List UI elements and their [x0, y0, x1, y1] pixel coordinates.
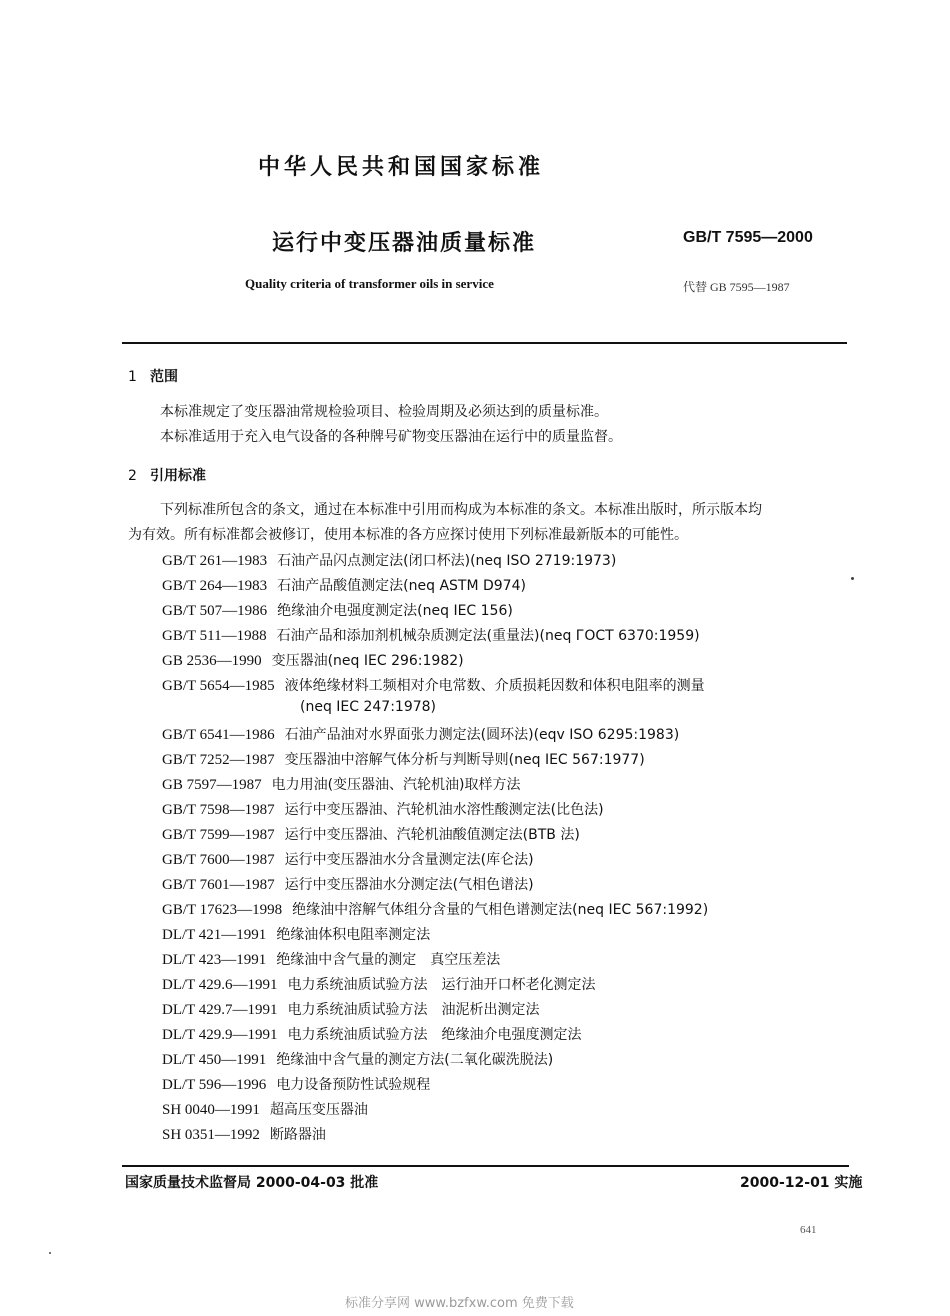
reference-item	[162, 874, 534, 894]
reference-item	[162, 675, 705, 695]
page-number: 641	[800, 1224, 817, 1236]
reference-title: 绝缘油中溶解气体组分含量的气相色谱测定法(neq IEC 567:1992)	[292, 902, 709, 918]
standard-title: 运行中变压器油质量标准	[272, 231, 537, 256]
watermark: 标准分享网 www.bzfxw.com 免费下载	[345, 1296, 574, 1311]
section-1-paragraph-2: 本标准适用于充入电气设备的各种牌号矿物变压器油在运行中的质量监督。	[160, 429, 622, 445]
section-number: 2	[128, 468, 137, 484]
reference-code: GB/T 5654—1985	[162, 678, 275, 694]
reference-code: GB 7597—1987	[162, 777, 262, 793]
reference-item	[162, 824, 580, 844]
reference-title: 运行中变压器油水分测定法(气相色谱法)	[284, 877, 534, 893]
reference-code: GB/T 7601—1987	[162, 877, 275, 893]
reference-title: 液体绝缘材料工频相对介电常数、介质损耗因数和体积电阻率的测量	[284, 678, 705, 694]
standard-number: GB/T 7595—2000	[683, 229, 813, 246]
section-2-intro-line-1: 下列标准所包含的条文，通过在本标准中引用而构成为本标准的条文。本标准出版时，所示版本均	[160, 502, 762, 518]
reference-item	[162, 1099, 368, 1119]
reference-item	[162, 774, 521, 794]
reference-title: 石油产品油对水界面张力测定法(圆环法)(eqv ISO 6295:1983)	[284, 727, 680, 743]
reference-item	[162, 1024, 582, 1044]
reference-item	[162, 924, 430, 944]
header-divider	[122, 342, 847, 344]
reference-item	[162, 849, 534, 869]
reference-code: DL/T 421—1991	[162, 927, 267, 943]
reference-code: DL/T 429.6—1991	[162, 977, 278, 993]
reference-title: 石油产品酸值测定法(neq ASTM D974)	[277, 578, 526, 594]
reference-title: 电力系统油质试验方法 运行油开口杯老化测定法	[287, 977, 596, 993]
footer-divider	[122, 1165, 849, 1167]
reference-code: DL/T 429.9—1991	[162, 1027, 278, 1043]
reference-title: (neq IEC 247:1978)	[300, 699, 437, 715]
reference-item	[162, 974, 596, 994]
reference-item	[162, 749, 645, 769]
reference-item	[162, 650, 464, 670]
section-1-paragraph-1: 本标准规定了变压器油常规检验项目、检验周期及必须达到的质量标准。	[160, 404, 608, 420]
issuing-org-title: 中华人民共和国国家标准	[258, 155, 545, 180]
reference-item	[162, 625, 700, 645]
reference-code: GB/T 7252—1987	[162, 752, 275, 768]
section-number: 1	[128, 369, 137, 385]
reference-title: 石油产品和添加剂机械杂质测定法(重量法)(neq ГОСТ 6370:1959)	[276, 628, 700, 644]
scan-speck	[49, 1252, 51, 1254]
effective-date: 2000-12-01 实施	[740, 1175, 863, 1191]
reference-title: 运行中变压器油水分含量测定法(库仑法)	[284, 852, 534, 868]
reference-item	[162, 1074, 430, 1094]
section-2-heading	[128, 465, 206, 485]
reference-item	[162, 999, 540, 1019]
reference-title: 石油产品闪点测定法(闭口杯法)(neq ISO 2719:1973)	[277, 553, 617, 569]
reference-title: 绝缘油介电强度测定法(neq IEC 156)	[277, 603, 513, 619]
reference-item	[162, 949, 500, 969]
reference-title: 电力设备预防性试验规程	[276, 1077, 431, 1093]
reference-title: 绝缘油体积电阻率测定法	[276, 927, 431, 943]
reference-code: DL/T 429.7—1991	[162, 1002, 278, 1018]
reference-code: GB/T 7600—1987	[162, 852, 275, 868]
reference-code: DL/T 450—1991	[162, 1052, 267, 1068]
reference-item	[162, 724, 679, 744]
reference-item	[162, 799, 604, 819]
section-title: 引用标准	[150, 468, 206, 484]
reference-title: 运行中变压器油、汽轮机油水溶性酸测定法(比色法)	[284, 802, 604, 818]
reference-item	[162, 1124, 326, 1144]
reference-code: GB/T 507—1986	[162, 603, 268, 619]
reference-title: 电力系统油质试验方法 绝缘油介电强度测定法	[287, 1027, 582, 1043]
reference-code: SH 0351—1992	[162, 1127, 260, 1143]
reference-code: SH 0040—1991	[162, 1102, 260, 1118]
reference-code: GB/T 511—1988	[162, 628, 267, 644]
reference-item	[162, 899, 708, 919]
reference-title: 超高压变压器油	[269, 1102, 368, 1118]
reference-code: GB 2536—1990	[162, 653, 262, 669]
reference-code: GB/T 6541—1986	[162, 727, 275, 743]
approval-note: 国家质量技术监督局 2000-04-03 批准	[125, 1175, 379, 1191]
reference-title: 变压器油中溶解气体分析与判断导则(neq IEC 567:1977)	[284, 752, 645, 768]
reference-code: DL/T 596—1996	[162, 1077, 267, 1093]
reference-title: 电力系统油质试验方法 油泥析出测定法	[287, 1002, 540, 1018]
reference-item-continuation	[300, 699, 436, 715]
reference-code: DL/T 423—1991	[162, 952, 267, 968]
reference-title: 绝缘油中含气量的测定 真空压差法	[276, 952, 501, 968]
english-title: Quality criteria of transformer oils in service	[245, 276, 494, 291]
reference-code: GB/T 7599—1987	[162, 827, 275, 843]
reference-title: 电力用油(变压器油、汽轮机油)取样方法	[271, 777, 521, 793]
section-1-heading	[128, 366, 178, 386]
reference-title: 运行中变压器油、汽轮机油酸值测定法(BTB 法)	[284, 827, 580, 843]
reference-code: GB/T 17623—1998	[162, 902, 283, 918]
reference-item	[162, 575, 526, 595]
reference-title: 断路器油	[269, 1127, 326, 1143]
section-title: 范围	[150, 369, 178, 385]
reference-item	[162, 1049, 553, 1069]
reference-item	[162, 550, 616, 570]
reference-code: GB/T 261—1983	[162, 553, 268, 569]
reference-code: GB/T 7598—1987	[162, 802, 275, 818]
scan-speck	[851, 577, 854, 580]
reference-title: 变压器油(neq IEC 296:1982)	[271, 653, 464, 669]
reference-code: GB/T 264—1983	[162, 578, 268, 594]
section-2-intro-line-2: 为有效。所有标准都会被修订，使用本标准的各方应探讨使用下列标准最新版本的可能性。	[128, 527, 688, 543]
reference-item	[162, 600, 513, 620]
reference-title: 绝缘油中含气量的测定方法(二氧化碳洗脱法)	[276, 1052, 554, 1068]
replaces-note: 代替 GB 7595—1987	[683, 280, 790, 294]
